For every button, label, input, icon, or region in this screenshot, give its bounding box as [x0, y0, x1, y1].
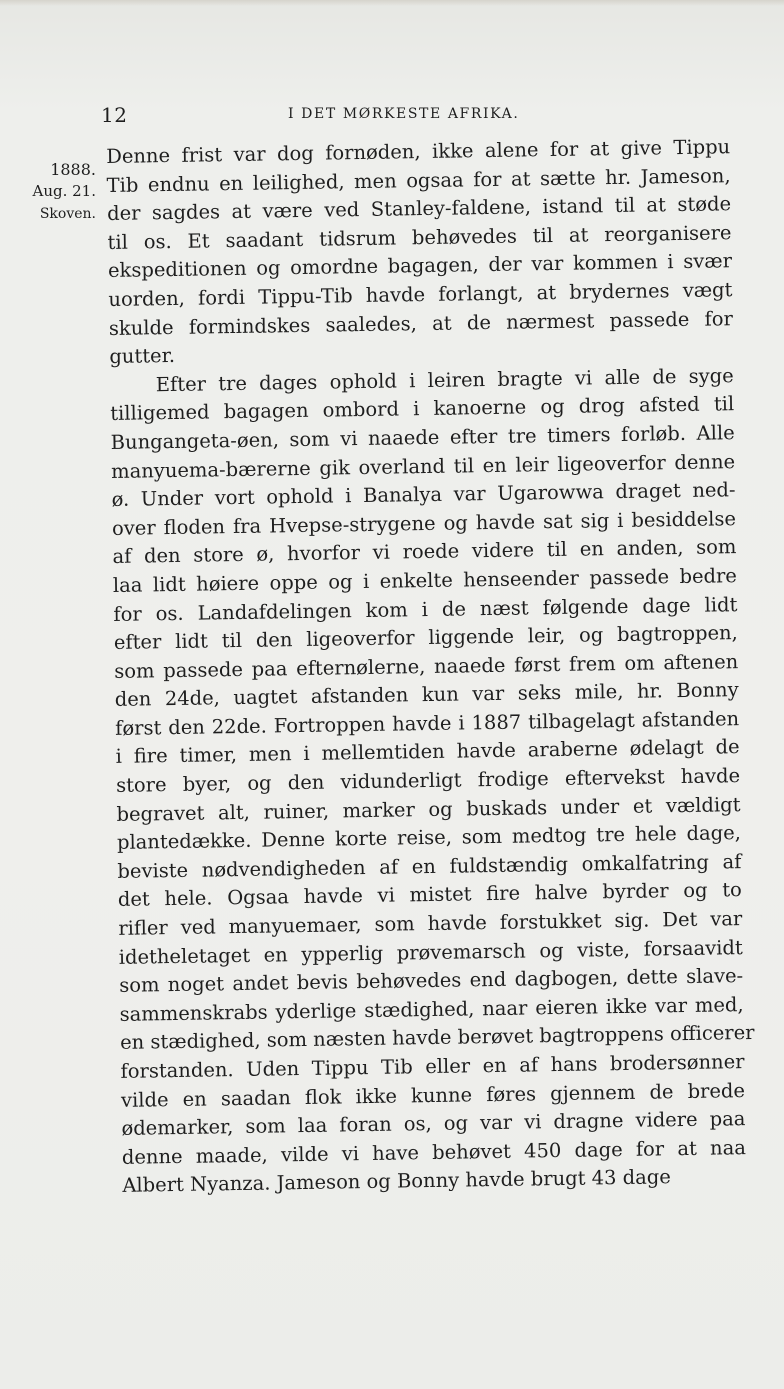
- margin-note-date: Aug. 21.: [32, 182, 96, 200]
- text-line: ekspeditionen og omordne bagagen, der var kommen i svær: [107, 249, 733, 283]
- text-line: uorden, fordi Tippu-Tib havde forlangt, at brydernes vægt: [108, 278, 733, 311]
- text-line: gutter.: [109, 344, 176, 369]
- text-line: idetheletaget en ypperlig prøvemarsch og viste, forsaavidt: [118, 935, 743, 969]
- margin-note-year: 1888.: [50, 160, 96, 179]
- page-edge-shadow: [0, 0, 784, 6]
- text-line: for os. Landafdelingen kom i de næst følgende dage lidt: [113, 592, 738, 626]
- text-line: beviste nødvendigheden af en fuldstændig omkalfatring af: [117, 849, 742, 883]
- page-number: 12: [101, 103, 128, 127]
- text-line: denne maade, vilde vi have behøvet 450 dage for at naa: [121, 1135, 747, 1169]
- text-line: efter lidt til den ligeoverfor liggende leir, og bagtroppen,: [113, 621, 738, 655]
- margin-note-place: Skoven.: [39, 206, 96, 222]
- text-line: ø. Under vort ophold i Banalya var Ugarowwa draget ned-: [111, 478, 736, 512]
- text-line: plantedække. Denne korte reise, som medtog tre hele dage,: [116, 821, 742, 855]
- text-line: sammenskrabs yderlige stædighed, naar eieren ikke var med,: [119, 992, 744, 1026]
- text-line: det hele. Ogsaa havde vi mistet fire halve byrder og to: [117, 878, 742, 912]
- text-line: store byer, og den vidunderligt frodige eftervekst havde: [115, 764, 741, 797]
- text-line: den 24de, uagtet afstanden kun var seks mile, hr. Bonny: [114, 678, 739, 712]
- text-line: som noget andet bevis behøvedes end dagbogen, dette slave-: [119, 964, 744, 998]
- text-line: til os. Et saadant tidsrum behøvedes til at reorganisere: [107, 220, 732, 254]
- running-title: I DET MØRKESTE AFRIKA.: [288, 106, 520, 122]
- text-line: rifler ved manyuemaer, som havde forstukket sig. Det var: [118, 907, 743, 940]
- text-line: Albert Nyanza. Jameson og Bonny havde brugt 43 dage: [122, 1165, 672, 1198]
- text-line: en stædighed, som næsten havde berøvet bagtroppens officerer: [119, 1021, 755, 1055]
- text-line: vilde en saadan flok ikke kunne føres gjennem de brede: [120, 1078, 746, 1112]
- text-line: Efter tre dages ophold i leiren bragte vi alle de syge: [155, 363, 734, 396]
- text-line: i fire timer, men i mellemtiden havde araberne ødelagt de: [115, 735, 740, 769]
- text-line: begravet alt, ruiner, marker og buskads under et vældigt: [116, 792, 741, 826]
- text-line: skulde formindskes saaledes, at de nærmest passede for: [108, 306, 734, 340]
- text-line: laa lidt høiere oppe og i enkelte henseender passede bedre: [112, 564, 738, 597]
- text-line: Tib endnu en leilighed, men ogsaa for at sætte hr. Jameson,: [106, 163, 731, 197]
- text-line: tilligemed bagagen ombord i kanoerne og drog afsted til: [110, 392, 735, 426]
- text-line: over floden fra Hvepse-strygene og havde sat sig i besiddelse: [111, 506, 737, 540]
- text-line: som passede paa efternølerne, naaede først frem om aftenen: [114, 649, 739, 683]
- text-line: manyuema-bærerne gik overland til en leir ligeoverfor denne: [110, 449, 736, 483]
- text-line: af den store ø, hvorfor vi roede videre til en anden, som: [112, 535, 737, 569]
- text-line: forstanden. Uden Tippu Tib eller en af hans brodersønner: [120, 1050, 745, 1083]
- text-line: ødemarker, som laa foran os, og var vi dragne videre paa: [121, 1107, 746, 1141]
- text-line: der sagdes at være ved Stanley-faldene, istand til at støde: [106, 192, 732, 226]
- text-line: Denne frist var dog fornøden, ikke alene for at give Tippu: [106, 135, 731, 168]
- text-line: først den 22de. Fortroppen havde i 1887 tilbagelagt afstanden: [115, 707, 740, 740]
- body-text: [106, 133, 755, 1201]
- text-line: Bungangeta-øen, som vi naaede efter tre timers forløb. Alle: [110, 421, 735, 454]
